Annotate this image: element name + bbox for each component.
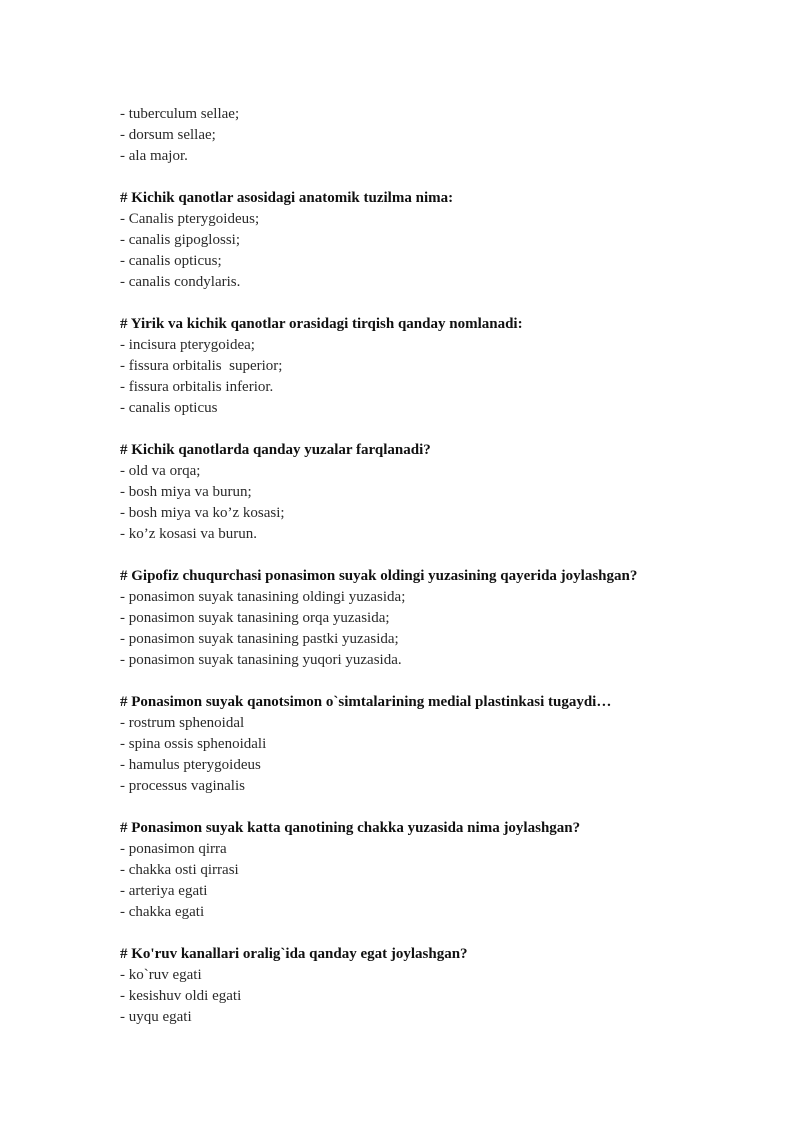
- answer-option: - ko`ruv egati: [120, 967, 202, 983]
- answer-option: - ko’z kosasi va burun.: [120, 526, 258, 542]
- question-text: # Ko'ruv kanallari oralig`ida qanday egat joylashgan?: [120, 946, 468, 962]
- question-text: # Ponasimon suyak qanotsimon o`simtalarining medial plastinkasi tugaydi…: [120, 694, 612, 710]
- answer-option: - rostrum sphenoidal: [120, 715, 245, 731]
- answer-option: - bosh miya va ko’z kosasi;: [120, 505, 285, 521]
- answer-option: - tuberculum sellae;: [120, 106, 240, 122]
- answer-option: - ponasimon suyak tanasining pastki yuzasida;: [120, 631, 399, 647]
- answer-option: - incisura pterygoidea;: [120, 337, 255, 353]
- question-text: # Ponasimon suyak katta qanotining chakka yuzasida nima joylashgan?: [120, 820, 581, 836]
- question-block: [120, 188, 740, 293]
- answer-option: - ponasimon suyak tanasining oldingi yuzasida;: [120, 589, 406, 605]
- question-block-continuation: [120, 104, 740, 167]
- answer-option: - bosh miya va burun;: [120, 484, 252, 500]
- question-block: [120, 314, 740, 419]
- answer-option: - spina ossis sphenoidali: [120, 736, 267, 752]
- question-block: [120, 440, 740, 545]
- answer-option: - canalis opticus: [120, 400, 218, 416]
- question-text: # Yirik va kichik qanotlar orasidagi tirqish qanday nomlanadi:: [120, 316, 523, 332]
- answer-option: - fissura orbitalis superior;: [120, 358, 283, 374]
- question-text: # Kichik qanotlarda qanday yuzalar farqlanadi?: [120, 442, 431, 458]
- question-block: [120, 944, 740, 1028]
- answer-option: - dorsum sellae;: [120, 127, 216, 143]
- question-block: [120, 818, 740, 923]
- answer-option: - kesishuv oldi egati: [120, 988, 242, 1004]
- question-text: # Kichik qanotlar asosidagi anatomik tuzilma nima:: [120, 190, 454, 206]
- answer-option: - uyqu egati: [120, 1009, 192, 1025]
- answer-option: - old va orqa;: [120, 463, 201, 479]
- answer-option: - chakka osti qirrasi: [120, 862, 239, 878]
- answer-option: - ponasimon qirra: [120, 841, 227, 857]
- answer-option: - ala major.: [120, 148, 188, 164]
- question-text: # Gipofiz chuqurchasi ponasimon suyak oldingi yuzasining qayerida joylashgan?: [120, 568, 638, 584]
- question-block: [120, 566, 740, 671]
- answer-option: - hamulus pterygoideus: [120, 757, 261, 773]
- answer-option: - processus vaginalis: [120, 778, 245, 794]
- answer-option: - canalis condylaris.: [120, 274, 241, 290]
- answer-option: - ponasimon suyak tanasining orqa yuzasida;: [120, 610, 390, 626]
- answer-option: - chakka egati: [120, 904, 205, 920]
- answer-option: - canalis gipoglossi;: [120, 232, 240, 248]
- answer-option: - fissura orbitalis inferior.: [120, 379, 274, 395]
- document-page: [120, 104, 740, 1049]
- answer-option: - ponasimon suyak tanasining yuqori yuzasida.: [120, 652, 402, 668]
- answer-option: - arteriya egati: [120, 883, 208, 899]
- answer-option: - canalis opticus;: [120, 253, 222, 269]
- answer-option: - Canalis pterygoideus;: [120, 211, 260, 227]
- question-block: [120, 692, 740, 797]
